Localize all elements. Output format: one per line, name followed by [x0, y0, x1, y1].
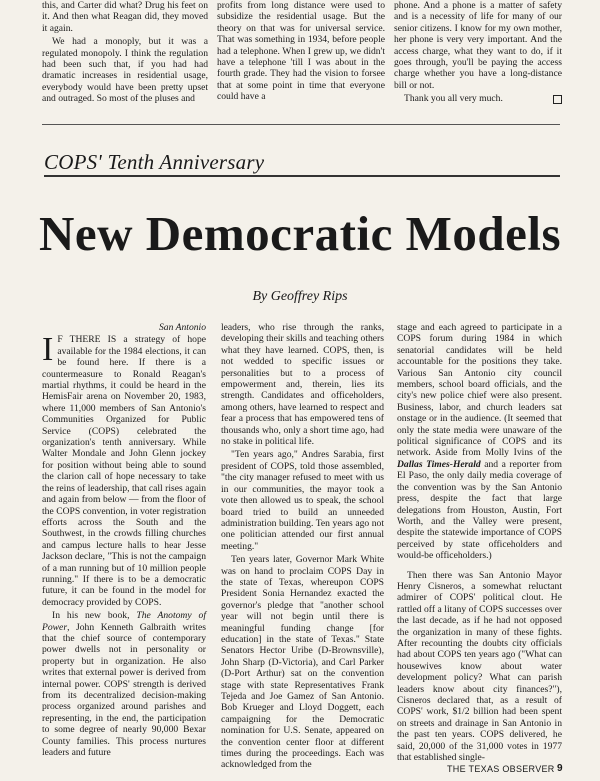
- page-number: 9: [557, 763, 563, 774]
- article-column-3: [397, 322, 562, 763]
- paragraph: "Ten years ago," Andres Sarabia, first president of COPS, told those assembled, "the city manager refused to meet with us in our communities, the mayor took a vote then allowed us to speak, the school board tried to build an unneeded administration building. Ten years ago not one politician attended our first annual meeting.": [221, 449, 384, 552]
- closing-paragraph: [394, 93, 562, 104]
- top-column-3: [394, 0, 562, 105]
- article-byline: By Geoffrey Rips: [252, 289, 348, 304]
- lead-paragraph: [42, 331, 206, 608]
- paragraph: Ten years later, Governor Mark White was on hand to proclaim COPS Day in the state of Texas, whereupon COPS President Sonia Hernandez exacted the governor's pledge that "another school year will not begin until there is meaningful funding change [for education] in the state of Texas." State Senators Hector Uribe (D-Brownsville), John Sharp (D-Victoria), and Carl Parker (D-Port Arthur) sat on the convention stage with state Representatives Frank Tejeda and Joe Gamez of San Antonio. Bob Krueger and Lloyd Doggett, each campaigning for the Democratic nomination for U.S. Senate, appeared on the convention center floor at different times during the proceedings. Each was acknowledged from the: [221, 554, 384, 771]
- newspaper-name: Dallas Times-Herald: [397, 458, 481, 470]
- publication-name: THE TEXAS OBSERVER: [447, 764, 555, 774]
- end-mark-icon: [553, 95, 562, 104]
- paragraph: phone. And a phone is a matter of safety and is a necessity of life for many of our senior citizens. I know for my own mother, her phone is very very important. And the access charge, what they want to do, if it goes through, you'll be paying the access charge whether you have a long-distance bill or not.: [394, 0, 562, 91]
- article-column-2: [221, 322, 384, 771]
- paragraph: We had a monoply, but it was a regulated monopoly. I think the regulation had been such that, if you had had dramatic increases in residential usage, everybody would have been pretty upset and outraged. So most of the pluses and: [42, 36, 208, 105]
- paragraph: [42, 610, 206, 758]
- article-headline: New Democratic Models: [38, 206, 562, 261]
- lead-text: F THERE IS a strategy of hope available for the 1984 elections, it can be found here. If there is a countermeasure to Ronald Reagan's martial rhythms, it could be heard in the HemisFair arena on November 20, 1983, where 11,000 members of San Antonio's Communities Organized for Public Service (COPS) celebrated the organization's tenth anniversary. While Walter Mondale and John Glenn jockey for position without being able to sound the clarion call of hope necessary to take the reins of leadership, that call rises again and again from below — from the floor of the COPS convention, in voter registration efforts across the South and the Southwest, in the crowds filling churches and campus lecture halls to hear Jesse Jackson declare, "This is not the campaign of a man running but of 10 million people running." If there is to be a democratic future, it can be found in the model for democracy provided by COPS.: [42, 334, 206, 608]
- top-column-2: [217, 0, 385, 103]
- section-divider: [42, 124, 560, 125]
- paragraph: [397, 322, 562, 562]
- article-column-1: [42, 322, 206, 758]
- paragraph: Then there was San Antonio Mayor Henry Cisneros, a somewhat reluctant admirer of COPS' political clout. He rattled off a litany of COPS successes over the last decade, as if he had not opposed the organization in many of these fights. After recounting the doubts city officials had about COPS ten years ago ("What can housewives know about water development policy? What can parish leaders know about city finances?"), Cisneros declared that, as a result of COPS' work, $1/2 billion had been spent on streets and drainage in San Antonio in the past ten years. COPS delivered, he said, 20,000 of the 31,000 votes in 1977 that established single-: [397, 569, 562, 764]
- text-run: and a reporter from El Paso, the only daily media coverage of the convention was by the San Antonio press, despite the fact that large delegations from Houston, Austin, Fort Worth, and the Valley were present, despite the statewide importance of COPS perceived by state officeholders and would-be officeholders.): [397, 458, 562, 562]
- paragraph: profits from long distance were used to subsidize the residential usage. But the theory on that was for universal service. That was something in 1934, before people had a telephone. When I grew up, we didn't have a telephone 'till I was about in the fourth grade. They had the vision to forsee that at some point in time that everyone could have a: [217, 0, 385, 103]
- drop-cap: I: [42, 331, 54, 369]
- dateline: San Antonio: [159, 322, 206, 333]
- paragraph: leaders, who rise through the ranks, developing their skills and teaching others what they have learned. COPS, then, is not wedded to specific issues or personalities but to a process of empowerment and, therein, lies its strength. Candidates and officeholders, among others, have learned to respect and fear a process that has empowered tens of thousands who, only a short time ago, had no stake in political life.: [221, 322, 384, 448]
- paragraph: this, and Carter did what? Drug his feet on it. And then what Reagan did, they moved it again.: [42, 0, 208, 34]
- text-run: stage and each agreed to participate in a COPS forum during 1984 in which senatorial candidates will be held accountable for the positions they take. Various San Antonio city council members, school board officials, and the city's new police chief were also present. Business, labor, and church leaders sat onstage or in the audience. (It seemed that only the state media were unaware of the political significance of COPS and its network. Aside from Molly Ivins of the: [397, 322, 562, 459]
- top-column-1: [42, 0, 208, 105]
- closing-text: Thank you all very much.: [404, 93, 503, 105]
- section-kicker: COPS' Tenth Anniversary: [44, 150, 265, 174]
- kicker-rule: [44, 175, 560, 177]
- text-run: , John Kenneth Galbraith writes that the chief source of contemporary power dwells not in personality or property but in organization. He also writes that external power is derived from internal power. COPS' strength is derived from its decentralized decision-making process organized around parishes and representing, in the end, the participation to some degree of nearly 90,000 Bexar County families. This process nurtures leaders and future: [42, 621, 206, 759]
- text-run: In his new book,: [52, 610, 137, 622]
- book-title: The Anotomy of Power: [42, 610, 206, 633]
